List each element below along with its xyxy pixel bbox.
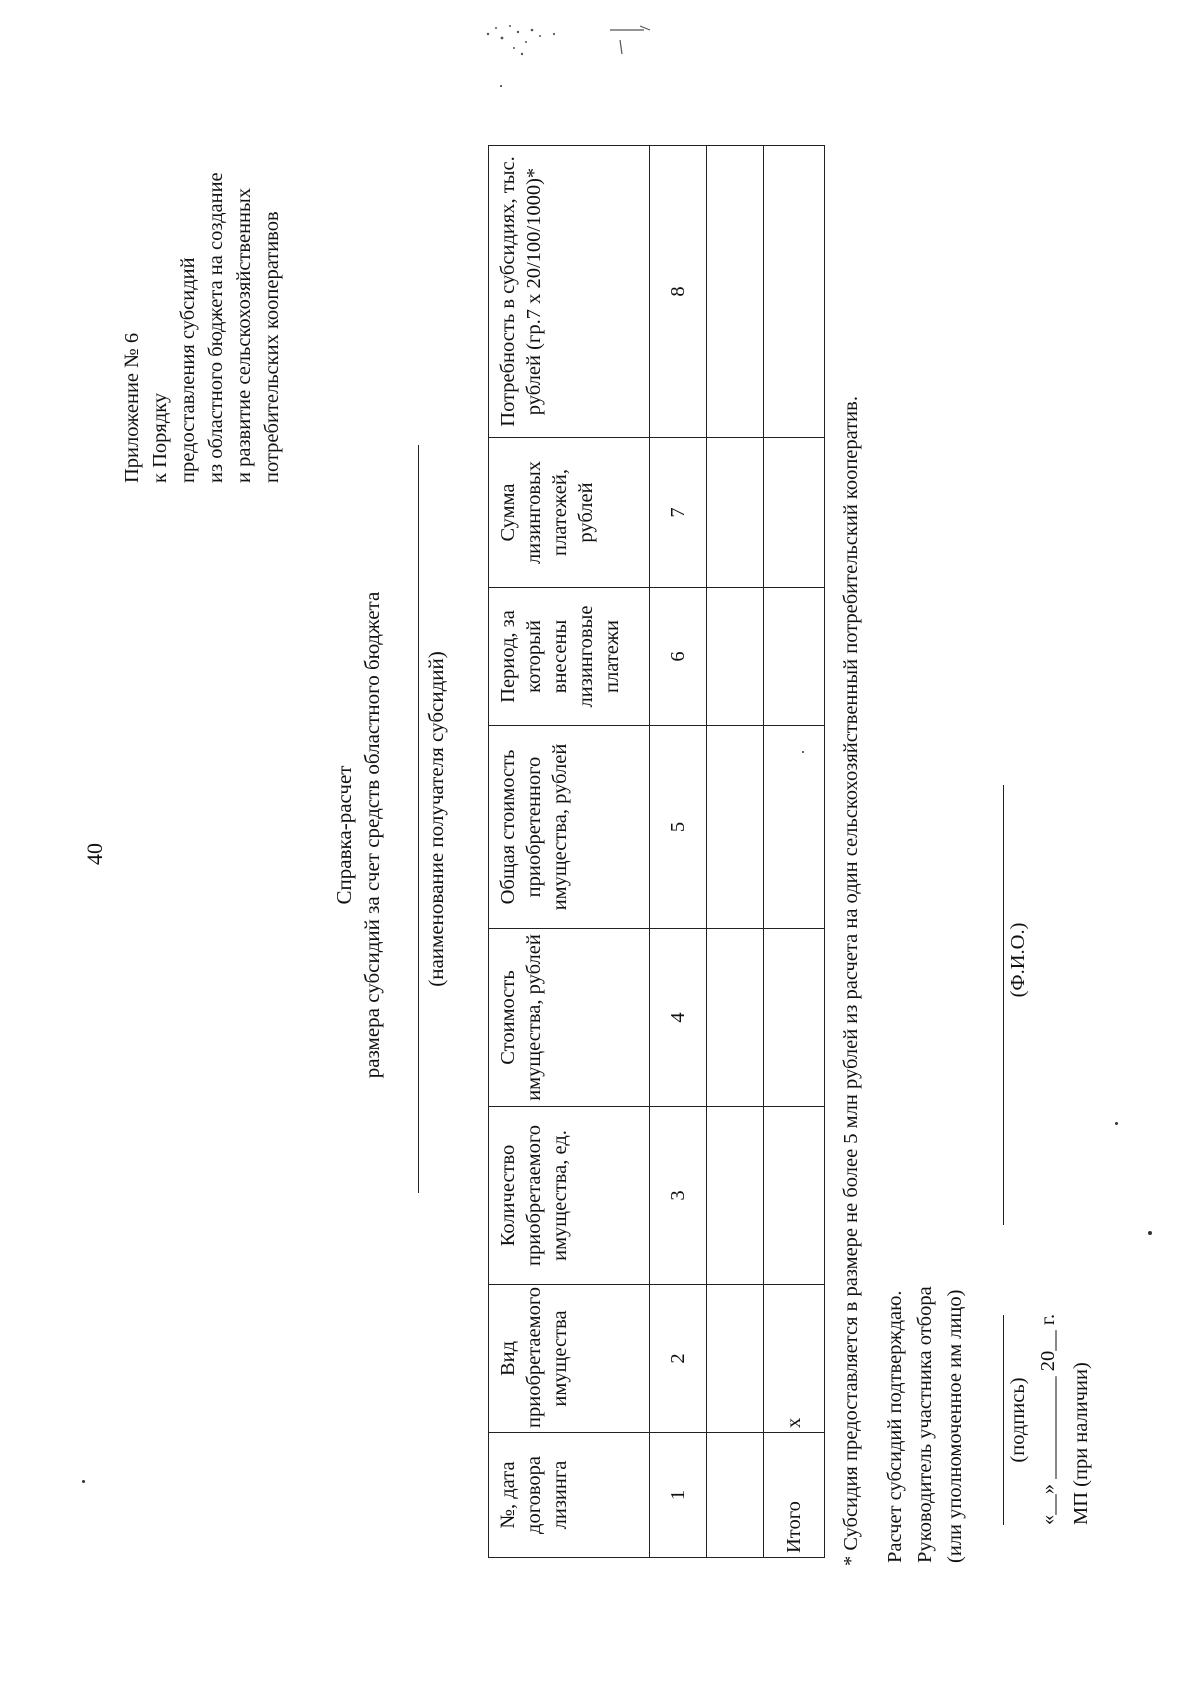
header-cell: Период, за который внесены лизинговые платежи [489,588,650,726]
recipient-name-line [418,445,419,1193]
table-cell [764,929,825,1107]
appendix-line: из областного бюджета на создание [205,172,227,483]
signature-line [1003,1315,1004,1525]
signature-caption: (подпись) [1007,1377,1029,1463]
column-number: 5 [650,726,707,929]
column-number-row [650,146,707,1558]
name-line [1003,785,1004,1225]
header-cell: Общая стоимость приобретенного имущества, рублей [489,726,650,929]
scan-speck [1115,1122,1118,1125]
scan-noise [480,14,690,62]
header-cell: Количество приобретаемого имущества, ед. [489,1107,650,1285]
document-title [330,585,386,1085]
header-cell: №, дата договора лизинга [489,1433,650,1558]
confirmation-line: Расчет субсидий подтверждаю. [884,1290,906,1563]
appendix-line: потребительских кооперативов [261,211,283,483]
scan-speck [802,751,804,753]
table-cell [707,438,764,588]
total-row [764,146,825,1558]
appendix-line: Приложение № 6 [121,332,143,483]
name-caption: (Ф.И.О.) [1007,922,1029,998]
total-label: Итого [764,1433,825,1558]
recipient-caption: (наименование получателя субсидий) [424,651,448,987]
scan-speck [1148,1231,1152,1235]
total-cell-x: х [764,1285,825,1433]
appendix-line: к Порядку [149,392,171,483]
table-cell [707,588,764,726]
title-line-2: размера субсидий за счет средств областного бюджета [360,591,384,1079]
column-number: 2 [650,1285,707,1433]
scan-speck [500,85,502,87]
column-number: 8 [650,146,707,438]
table-cell [707,1285,764,1433]
table-header-row [489,146,650,1558]
confirmation-line: (или уполномоченное им лицо) [944,1289,966,1563]
appendix-header [118,172,286,483]
title-line-1: Справка-расчет [332,765,356,905]
column-number: 1 [650,1433,707,1558]
appendix-line: и развитие сельскохозяйственных [233,187,255,483]
confirmation-block [880,1286,970,1563]
column-number: 3 [650,1107,707,1285]
date-line: «__» __________ 20__ г. [1037,1313,1059,1525]
column-number: 6 [650,588,707,726]
confirmation-line: Руководитель участника отбора [914,1286,936,1563]
table-cell [764,588,825,726]
table-cell [764,438,825,588]
appendix-line: предоставления субсидий [177,257,199,483]
header-cell: Потребность в субсидиях, тыс. рублей (гр.7 х 20/100/1000)* [489,146,650,438]
table-cell [764,146,825,438]
scan-speck [82,1480,85,1483]
header-cell: Сумма лизинговых платежей, рублей [489,438,650,588]
header-cell: Вид приобретаемого имущества [489,1285,650,1433]
table-row [707,146,764,1558]
table-cell [707,146,764,438]
calculation-table [488,145,825,1558]
table-cell [764,1107,825,1285]
table-cell [707,726,764,929]
footnote: * Субсидия предоставляется в размере не более 5 млн рублей из расчета на один сельскохозяйственный потребительский кооператив. [840,396,862,1566]
table-cell [764,726,825,929]
column-number: 7 [650,438,707,588]
stamp-line: МП (при наличии) [1070,1362,1092,1525]
table-cell [707,929,764,1107]
table-cell [707,1107,764,1285]
table-cell [707,1433,764,1558]
column-number: 4 [650,929,707,1107]
header-cell: Стоимость имущества, рублей [489,929,650,1107]
page-number: 40 [82,843,107,865]
